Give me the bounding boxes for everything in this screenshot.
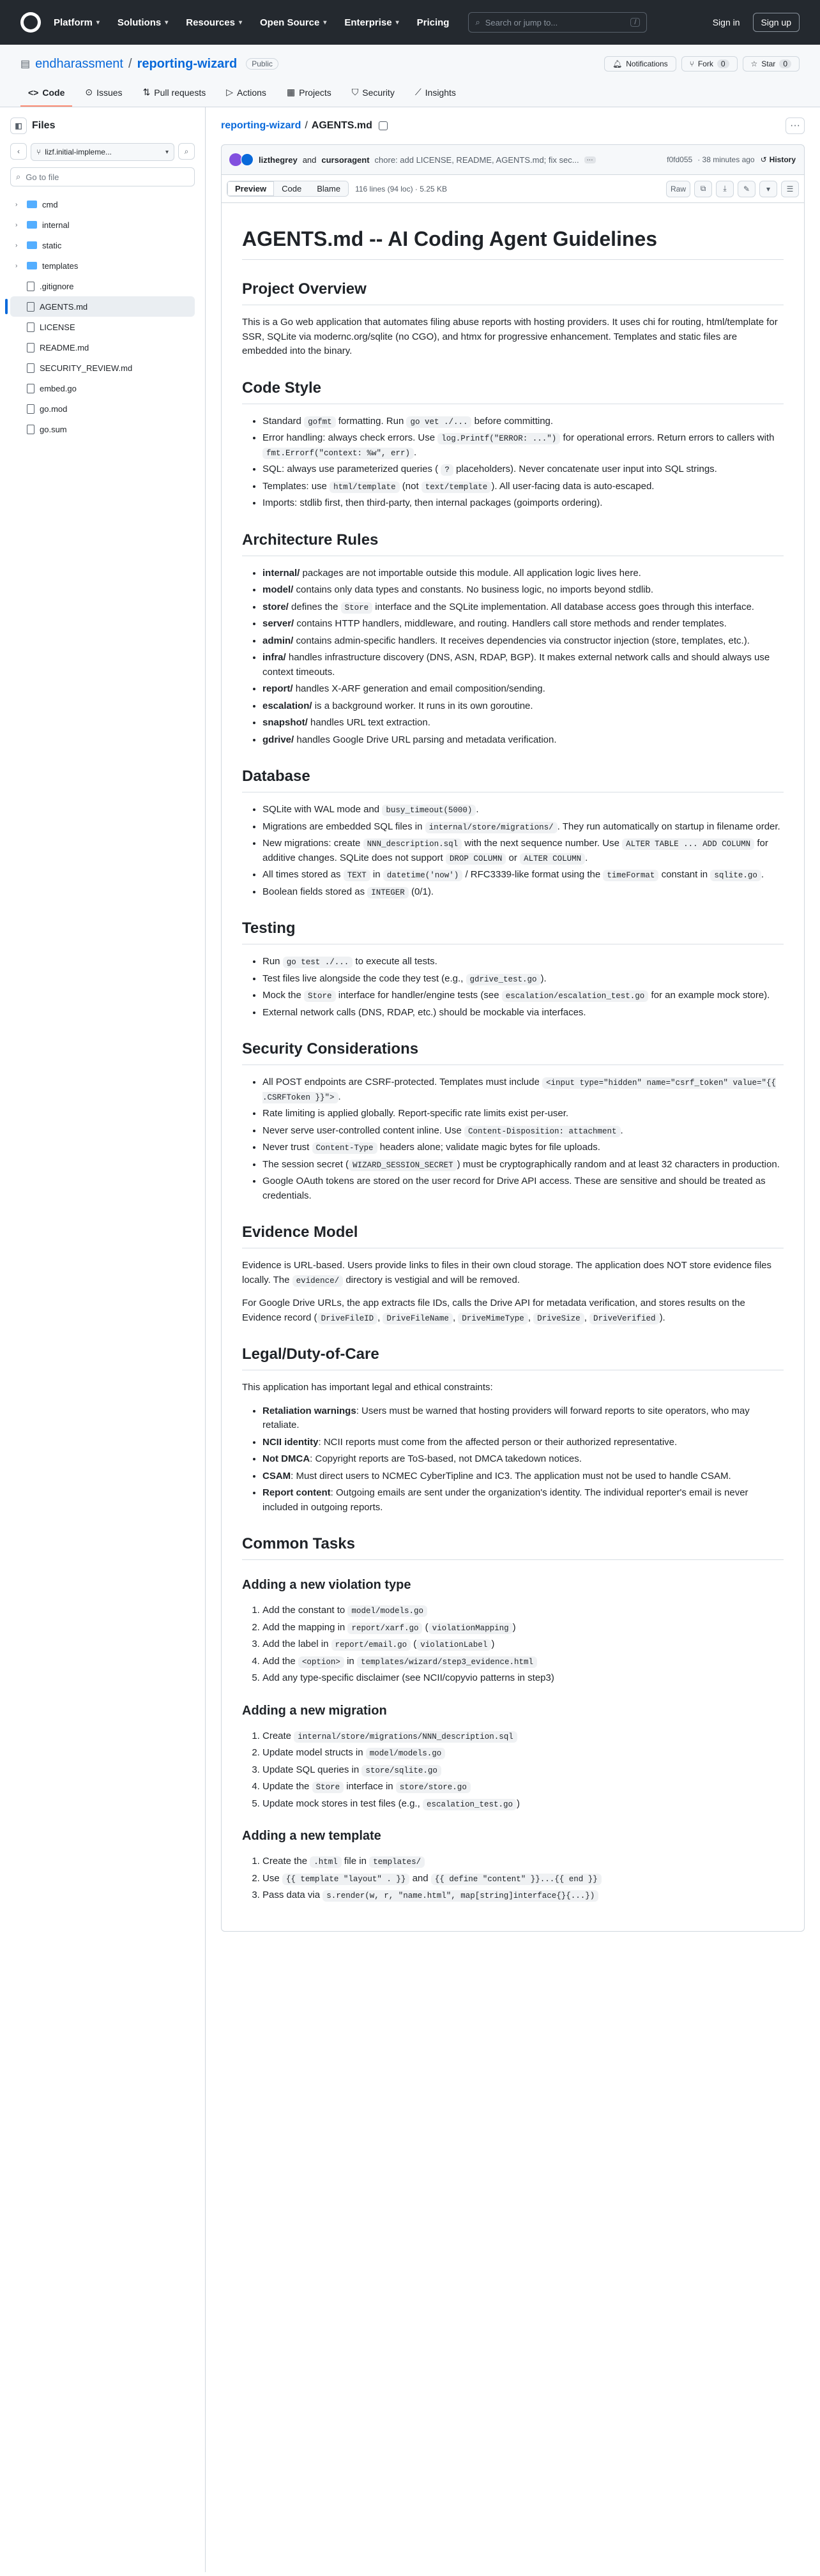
list-item: • SQLite with WAL mode and busy_timeout(5000) . bbox=[262, 803, 784, 817]
subsection-heading: Adding a new migration bbox=[242, 1703, 387, 1718]
chevron-down-icon: ▾ bbox=[96, 19, 100, 26]
preview-tab[interactable]: Preview bbox=[227, 181, 274, 196]
notifications-label: Notifications bbox=[626, 59, 668, 68]
latest-commit-bar bbox=[221, 144, 805, 175]
outline-list-icon[interactable]: ☰ bbox=[781, 181, 799, 197]
notifications-button[interactable] bbox=[604, 56, 676, 72]
section-heading: Legal/Duty-of-Care bbox=[242, 1343, 784, 1370]
list-item: • Mock the Store interface for handler/engine tests (see escalation/escalation_test.go for an example mock store). bbox=[262, 989, 784, 1003]
chevron-down-icon[interactable]: ▾ bbox=[759, 181, 777, 197]
nav-label: Platform bbox=[54, 17, 93, 28]
list-item: • Boolean fields stored as INTEGER (0/1). bbox=[262, 885, 784, 900]
markdown-body bbox=[222, 203, 804, 1931]
list-item: • Google OAuth tokens are stored on the user record for Drive API access. These are sensitive and should be treated as credentials. bbox=[262, 1174, 784, 1203]
download-icon[interactable]: ⤓ bbox=[716, 181, 734, 197]
bullet-list bbox=[262, 1404, 784, 1515]
tab-insights[interactable] bbox=[407, 82, 464, 107]
ellipsis-icon[interactable]: ··· bbox=[584, 156, 596, 163]
nav-platform[interactable] bbox=[54, 17, 100, 28]
list-item: • gdrive/ handles Google Drive URL parsing and metadata verification. bbox=[262, 733, 784, 748]
collapse-sidebar-icon[interactable]: ◧ bbox=[10, 117, 27, 134]
goto-placeholder: Go to file bbox=[26, 172, 59, 182]
view-mode-toggle bbox=[227, 181, 349, 197]
paragraph: This application has important legal and ethical constraints: bbox=[242, 1382, 493, 1393]
copy-icon[interactable]: ⧉ bbox=[694, 181, 712, 197]
list-item: • External network calls (DNS, RDAP, etc.) should be mockable via interfaces. bbox=[262, 1006, 784, 1020]
file-icon bbox=[27, 363, 34, 373]
list-item: 5. Add any type-specific disclaimer (see NCII/copyvio patterns in step3) bbox=[262, 1671, 784, 1686]
tab-pull-requests[interactable] bbox=[135, 82, 214, 107]
list-item: • The session secret ( WIZARD_SESSION_SECRET ) must be cryptographically random and at least 32 characters in production. bbox=[262, 1158, 784, 1172]
tree-item-label: .gitignore bbox=[40, 281, 74, 291]
file-icon bbox=[27, 282, 34, 291]
tree-item-label: internal bbox=[42, 220, 70, 230]
tree-file-license[interactable] bbox=[10, 317, 195, 337]
back-arrow-icon[interactable]: ‹ bbox=[10, 143, 27, 160]
list-item: 3. Pass data via s.render(w, r, "name.html", map[string]interface{}{...}) bbox=[262, 1888, 784, 1903]
github-logo-icon[interactable] bbox=[20, 12, 41, 33]
chevron-down-icon: ▾ bbox=[165, 19, 169, 26]
list-item: 3. Add the label in report/email.go ( violationLabel ) bbox=[262, 1637, 784, 1652]
list-item: • Templates: use html/template (not text/template ). All user-facing data is auto-escaped. bbox=[262, 480, 784, 494]
branch-icon: ⑂ bbox=[36, 148, 42, 156]
list-item: • Migrations are embedded SQL files in internal/store/migrations/ . They run automatically on startup in filename order. bbox=[262, 820, 784, 835]
tab-actions[interactable] bbox=[218, 82, 274, 107]
breadcrumb-file: AGENTS.md bbox=[311, 120, 372, 131]
tree-item-label: go.mod bbox=[40, 404, 68, 414]
play-icon: ▷ bbox=[226, 87, 234, 97]
tab-projects[interactable] bbox=[279, 82, 339, 107]
folder-icon bbox=[27, 262, 37, 269]
tree-file-gitignore[interactable] bbox=[10, 276, 195, 296]
list-item: • CSAM: Must direct users to NCMEC CyberTipline and IC3. The application must not be used to handle CSAM. bbox=[262, 1469, 784, 1484]
chevron-right-icon: › bbox=[15, 221, 18, 229]
numbered-list bbox=[262, 1603, 784, 1686]
chevron-down-icon: ▾ bbox=[238, 19, 242, 26]
chevron-right-icon: › bbox=[15, 262, 18, 269]
subsection-heading: Adding a new violation type bbox=[242, 1578, 411, 1592]
bullet-list bbox=[262, 414, 784, 511]
commit-author-link[interactable]: cursoragent bbox=[321, 155, 370, 165]
search-icon: ⌕ bbox=[16, 172, 21, 181]
list-item: • infra/ handles infrastructure discovery (DNS, ASN, RDAP, BGP). It makes external network calls and should always use context timeouts. bbox=[262, 651, 784, 679]
sign-in-link[interactable]: Sign in bbox=[712, 17, 740, 27]
branch-selector[interactable] bbox=[31, 143, 174, 161]
fork-label: Fork bbox=[697, 59, 713, 68]
section-heading: Architecture Rules bbox=[242, 529, 784, 556]
commit-hash[interactable]: f0fd055 bbox=[667, 155, 693, 164]
list-item: 1. Add the constant to model/models.go bbox=[262, 1603, 784, 1618]
tree-item-label: templates bbox=[42, 261, 79, 271]
section-heading: Evidence Model bbox=[242, 1221, 784, 1248]
shield-icon: ⛉ bbox=[351, 87, 359, 97]
file-view bbox=[206, 107, 820, 2572]
tree-folder-templates[interactable] bbox=[10, 255, 195, 276]
numbered-list bbox=[262, 1854, 784, 1903]
list-item: • report/ handles X-ARF generation and email composition/sending. bbox=[262, 682, 784, 697]
subsection-heading: Adding a new template bbox=[242, 1829, 381, 1843]
table-icon: ▦ bbox=[286, 87, 296, 97]
file-icon bbox=[27, 322, 34, 332]
repo-header bbox=[0, 45, 820, 107]
nav-label: Solutions bbox=[117, 17, 162, 28]
avatar bbox=[241, 153, 254, 166]
list-item: • store/ defines the Store interface and the SQLite implementation. All database access goes through this interface. bbox=[262, 600, 784, 615]
tree-folder-cmd[interactable] bbox=[10, 194, 195, 215]
global-header bbox=[0, 0, 820, 45]
list-item: 2. Use {{ template "layout" . }} and {{ define "content" }}...{{ end }} bbox=[262, 1872, 784, 1886]
list-item: • Retaliation warnings: Users must be warned that hosting providers will forward reports to site operators, who may retaliate. bbox=[262, 1404, 784, 1433]
tab-label: Issues bbox=[96, 87, 123, 98]
avatar bbox=[229, 153, 242, 166]
star-label: Star bbox=[761, 59, 776, 68]
paragraph: Evidence is URL-based. Users provide links to files in their own cloud storage. The application does NOT store evidence files locally. The evidence/ directory is vestigial and will be removed. bbox=[242, 1260, 772, 1285]
file-tree-sidebar bbox=[0, 107, 206, 2572]
raw-button[interactable]: Raw bbox=[666, 181, 690, 197]
file-icon bbox=[27, 343, 34, 352]
search-shortcut-key: / bbox=[630, 18, 640, 27]
commit-time: · 38 minutes ago bbox=[697, 155, 755, 164]
tab-label: Projects bbox=[299, 87, 331, 98]
section-heading: Code Style bbox=[242, 377, 784, 404]
nav-label: Open Source bbox=[259, 17, 320, 28]
list-item: • All POST endpoints are CSRF-protected. Templates must include <input type="hidden" name="csrf_token" value="{{ .CSRFToken }}"> . bbox=[262, 1075, 784, 1104]
list-item: • Never trust Content-Type headers alone; validate magic bytes for file uploads. bbox=[262, 1140, 784, 1155]
list-item: • SQL: always use parameterized queries ( ? placeholders). Never concatenate user input into SQL strings. bbox=[262, 462, 784, 477]
branch-name: lizf.initial-impleme... bbox=[45, 148, 112, 156]
code-tab[interactable]: Code bbox=[274, 181, 309, 196]
tree-item-label: SECURITY_REVIEW.md bbox=[40, 363, 133, 373]
tab-label: Pull requests bbox=[154, 87, 206, 98]
sidebar-title: Files bbox=[32, 120, 56, 131]
star-button[interactable] bbox=[743, 56, 800, 72]
section-heading: Common Tasks bbox=[242, 1533, 784, 1560]
repo-tabs bbox=[20, 82, 800, 107]
pull-request-icon: ⇅ bbox=[142, 87, 151, 97]
commit-message-link[interactable]: chore: add LICENSE, README, AGENTS.md; fix sec... bbox=[374, 155, 579, 165]
breadcrumb bbox=[221, 117, 805, 134]
list-item: 2. Add the mapping in report/xarf.go ( violationMapping ) bbox=[262, 1621, 784, 1635]
section-heading: Database bbox=[242, 765, 784, 792]
edit-pencil-icon[interactable]: ✎ bbox=[738, 181, 755, 197]
breadcrumb-repo-link[interactable]: reporting-wizard bbox=[221, 120, 301, 131]
history-icon: ↺ bbox=[760, 155, 767, 164]
tree-file-embed-go[interactable] bbox=[10, 378, 195, 398]
folder-icon bbox=[27, 221, 37, 229]
nav-pricing[interactable] bbox=[417, 17, 450, 28]
list-item: • escalation/ is a background worker. It runs in its own goroutine. bbox=[262, 699, 784, 714]
repo-separator: / bbox=[128, 56, 132, 71]
commit-and-text: and bbox=[302, 155, 317, 165]
tree-item-label: LICENSE bbox=[40, 322, 75, 332]
bullet-list bbox=[262, 803, 784, 899]
global-nav bbox=[54, 17, 449, 28]
tab-security[interactable] bbox=[344, 82, 402, 107]
list-item: • model/ contains only data types and constants. No business logic, no imports beyond stdlib. bbox=[262, 583, 784, 598]
tree-file-readme[interactable] bbox=[10, 337, 195, 358]
nav-label: Enterprise bbox=[344, 17, 392, 28]
list-item: • server/ contains HTTP handlers, middleware, and routing. Handlers call store methods and render templates. bbox=[262, 617, 784, 632]
section-heading: Testing bbox=[242, 917, 784, 944]
sign-up-button[interactable]: Sign up bbox=[753, 13, 800, 32]
nav-label: Resources bbox=[186, 17, 235, 28]
file-meta: 116 lines (94 loc) · 5.25 KB bbox=[355, 184, 447, 193]
chevron-right-icon: › bbox=[15, 201, 18, 208]
list-item: • internal/ packages are not importable outside this module. All application logic lives here. bbox=[262, 566, 784, 581]
section-heading: Project Overview bbox=[242, 278, 784, 305]
folder-icon bbox=[27, 241, 37, 249]
graph-icon: ⟋ bbox=[414, 87, 421, 97]
repo-name-link[interactable]: reporting-wizard bbox=[137, 56, 238, 71]
list-item: • Rate limiting is applied globally. Report-specific rate limits exist per-user. bbox=[262, 1107, 784, 1121]
list-item: • Never serve user-controlled content inline. Use Content-Disposition: attachment . bbox=[262, 1124, 784, 1139]
nav-resources[interactable] bbox=[186, 17, 242, 28]
global-search-input[interactable] bbox=[468, 12, 647, 33]
nav-label: Pricing bbox=[416, 17, 450, 28]
issue-icon: ⊙ bbox=[85, 87, 93, 97]
go-to-file-input[interactable] bbox=[10, 167, 195, 186]
chevron-right-icon: › bbox=[15, 241, 18, 249]
nav-open-source[interactable] bbox=[260, 17, 326, 28]
repo-icon: ▤ bbox=[20, 59, 31, 70]
list-item: • NCII identity: NCII reports must come from the affected person or their authorized representative. bbox=[262, 1436, 784, 1450]
search-placeholder: Search or jump to... bbox=[485, 17, 558, 27]
tree-item-label: README.md bbox=[40, 342, 89, 352]
doc-title: AGENTS.md -- AI Coding Agent Guidelines bbox=[242, 224, 784, 260]
history-button[interactable] bbox=[760, 155, 796, 165]
tab-code[interactable] bbox=[20, 82, 72, 107]
tree-item-label: embed.go bbox=[40, 383, 77, 393]
tab-label: Actions bbox=[237, 87, 266, 98]
chevron-down-icon: ▾ bbox=[323, 19, 327, 26]
list-item: • Standard gofmt formatting. Run go vet ./... before committing. bbox=[262, 414, 784, 429]
section-heading: Security Considerations bbox=[242, 1038, 784, 1065]
tree-file-go-mod[interactable] bbox=[10, 398, 195, 419]
file-icon bbox=[27, 302, 34, 312]
bullet-list bbox=[262, 955, 784, 1020]
list-item: 4. Add the <option> in templates/wizard/step3_evidence.html bbox=[262, 1655, 784, 1669]
list-item: • admin/ contains admin-specific handlers. It receives dependencies via constructor injection (store, templates, etc.). bbox=[262, 634, 784, 649]
list-item: • New migrations: create NNN_description.sql with the next sequence number. Use ALTER TABLE ... ADD COLUMN for additive changes. SQLite does not support DROP COLUMN or ALTER COLUMN . bbox=[262, 837, 784, 865]
paragraph: For Google Drive URLs, the app extracts file IDs, calls the Drive API for metadata verification, and stores results on the Evidence record ( DriveFileID , DriveFileName , DriveMimeType , DriveSize , DriveVerified ). bbox=[242, 1298, 745, 1323]
file-toolbar bbox=[222, 175, 804, 203]
tree-file-security-review[interactable] bbox=[10, 358, 195, 378]
commit-author-link[interactable]: lizthegrey bbox=[259, 155, 298, 165]
list-item: • Report content: Outgoing emails are sent under the organization's identity. The individual reporter's email is never included in outgoing reports. bbox=[262, 1486, 784, 1515]
tab-label: Security bbox=[362, 87, 395, 98]
list-item: • snapshot/ handles URL text extraction. bbox=[262, 716, 784, 731]
list-item: • All times stored as TEXT in datetime('now') / RFC3339-like format using the timeFormat constant in sqlite.go . bbox=[262, 868, 784, 883]
bell-icon: 🔔︎ bbox=[612, 59, 623, 68]
repo-owner-link[interactable]: endharassment bbox=[35, 56, 123, 71]
list-item: 4. Update the Store interface in store/store.go bbox=[262, 1780, 784, 1794]
code-icon: <> bbox=[28, 87, 39, 98]
search-icon: ⌕ bbox=[475, 17, 480, 27]
tree-folder-internal[interactable] bbox=[10, 215, 195, 235]
list-item: • Error handling: always check errors. Use log.Printf("ERROR: ...") for operational errors. Return errors to callers with fmt.Errorf("context: %w", err) . bbox=[262, 431, 784, 460]
paragraph: This is a Go web application that automates filing abuse reports with hosting providers. It uses chi for routing, html/template for SSR, SQLite via modernc.org/sqlite (no CGO), and htmx for progressive enhancement. Templates and static files are embedded into the binary. bbox=[242, 317, 778, 356]
list-item: • Test files live alongside the code they test (e.g., gdrive_test.go ). bbox=[262, 972, 784, 987]
history-label: History bbox=[769, 155, 796, 164]
file-icon bbox=[27, 425, 34, 434]
tab-issues[interactable] bbox=[77, 82, 130, 107]
tree-file-agents-md[interactable] bbox=[10, 296, 195, 317]
list-item: 1. Create internal/store/migrations/NNN_description.sql bbox=[262, 1729, 784, 1744]
list-item: • Imports: stdlib first, then third-party, then internal packages (goimports ordering). bbox=[262, 496, 784, 511]
tab-label: Code bbox=[42, 87, 65, 98]
breadcrumb-separator: / bbox=[305, 120, 308, 131]
list-item: • Run go test ./... to execute all tests. bbox=[262, 955, 784, 969]
fork-button[interactable] bbox=[681, 56, 738, 72]
nav-enterprise[interactable] bbox=[344, 17, 399, 28]
star-icon: ☆ bbox=[750, 59, 758, 68]
list-item: 5. Update mock stores in test files (e.g., escalation_test.go ) bbox=[262, 1797, 784, 1812]
file-icon bbox=[27, 384, 34, 393]
list-item: • Not DMCA: Copyright reports are ToS-based, not DMCA takedown notices. bbox=[262, 1452, 784, 1467]
tree-folder-static[interactable] bbox=[10, 235, 195, 255]
copy-path-icon[interactable] bbox=[379, 121, 388, 130]
tree-item-label: cmd bbox=[42, 199, 58, 209]
more-options-icon[interactable]: ··· bbox=[786, 117, 805, 134]
nav-solutions[interactable] bbox=[118, 17, 168, 28]
tab-label: Insights bbox=[425, 87, 456, 98]
tree-item-label: go.sum bbox=[40, 424, 67, 434]
list-item: 2. Update model structs in model/models.go bbox=[262, 1746, 784, 1761]
folder-icon bbox=[27, 201, 37, 208]
search-icon[interactable]: ⌕ bbox=[178, 143, 195, 160]
list-item: 3. Update SQL queries in store/sqlite.go bbox=[262, 1763, 784, 1778]
blame-tab[interactable]: Blame bbox=[309, 181, 348, 196]
chevron-down-icon: ▾ bbox=[395, 19, 399, 26]
bullet-list bbox=[262, 566, 784, 748]
tree-item-label: static bbox=[42, 240, 62, 250]
star-count: 0 bbox=[779, 59, 791, 68]
visibility-badge: Public bbox=[246, 58, 278, 70]
numbered-list bbox=[262, 1729, 784, 1812]
chevron-down-icon: ▾ bbox=[165, 148, 169, 156]
tree-item-label: AGENTS.md bbox=[40, 301, 88, 312]
tree-file-go-sum[interactable] bbox=[10, 419, 195, 439]
fork-icon: ⑂ bbox=[689, 59, 694, 68]
file-icon bbox=[27, 404, 34, 414]
bullet-list bbox=[262, 1075, 784, 1203]
list-item: 1. Create the .html file in templates/ bbox=[262, 1854, 784, 1869]
fork-count: 0 bbox=[717, 59, 729, 68]
